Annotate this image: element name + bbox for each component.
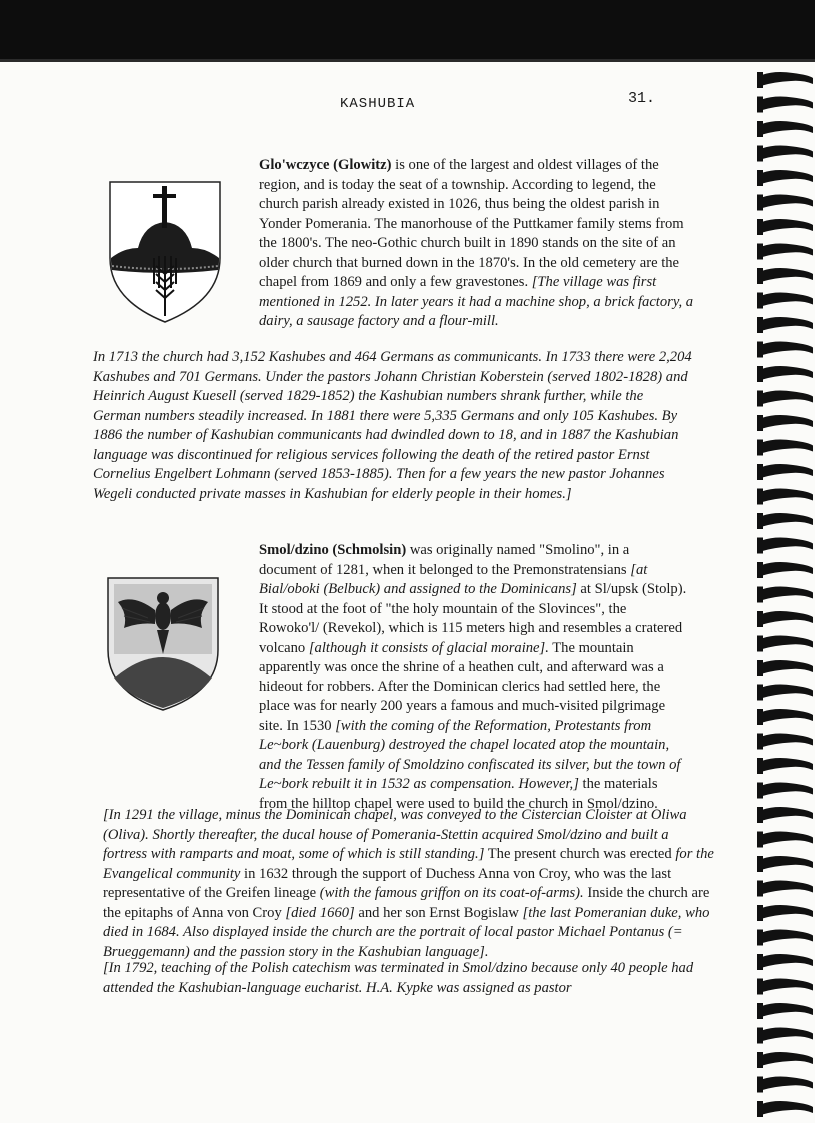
binding-coil [759, 121, 813, 135]
binding-hole [757, 734, 763, 750]
glowczyce-coat-of-arms [104, 178, 226, 326]
binding-hole [757, 244, 763, 260]
binding-coil [759, 783, 813, 797]
history-italic-2: for the Evangelical community [103, 846, 714, 882]
scan-top-shadow [0, 0, 815, 62]
smoldzino-heading: Smol/dzino (Schmolsin) [259, 542, 407, 558]
binding-coil [759, 72, 813, 86]
history-italic-1: [In 1291 the village, minus the Dominican chapel, was conveyed to the Cistercian Cloister at Oliwa (Oliva). Shortly thereafter, the ducal house of Pomerania-Stettin acquired Smol/dzino and built a fortress with ramparts and moat, some of which is still standing.] [103, 807, 687, 862]
binding-coil [759, 391, 813, 405]
binding-coil [759, 562, 813, 576]
binding-coil [759, 244, 813, 258]
binding-hole [757, 758, 763, 774]
binding-hole [757, 489, 763, 505]
binding-hole [757, 513, 763, 529]
running-header: KASHUBIA [340, 96, 416, 112]
binding-hole [757, 72, 763, 88]
glowczyce-text: is one of the largest and oldest villages of the region, and is today the seat of a township. According to legend, the church parish already existed in 1026, thus being the oldest parish in Yonder Pomerania. The manorhouse of the Puttkamer family stems from the 1800's. The neo-Gothic church built in 1890 stands on the site of an older church that burned down in the 1870's. In the old cemetery are the chapel from 1869 and only a few gravestones. [259, 157, 684, 290]
catechism-paragraph [103, 959, 703, 998]
binding-coil [759, 219, 813, 233]
binding-hole [757, 930, 763, 946]
binding-coil [759, 660, 813, 674]
binding-hole [757, 685, 763, 701]
glowczyce-continuation [93, 348, 693, 504]
binding-coil [759, 930, 813, 944]
spiral-binding [753, 62, 815, 1123]
binding-coil [759, 856, 813, 870]
binding-hole [757, 587, 763, 603]
binding-hole [757, 342, 763, 358]
binding-hole [757, 195, 763, 211]
binding-hole [757, 954, 763, 970]
binding-coil [759, 170, 813, 184]
smoldzino-coat-of-arms [104, 574, 222, 714]
binding-hole [757, 464, 763, 480]
binding-coil [759, 807, 813, 821]
smoldzino-text-1: was originally named "Smolino", in a document of 1281, when it belonged to the Premonstratensians [259, 542, 631, 578]
binding-coil [759, 1052, 813, 1066]
binding-hole [757, 268, 763, 284]
binding-hole [757, 97, 763, 113]
binding-hole [757, 146, 763, 162]
history-text-2: in 1632 through the support of Duchess Anna von Croy, who was the last representative of the Greifen lineage [103, 865, 672, 901]
binding-coil [759, 881, 813, 895]
smoldzino-text-3: The mountain apparently was once the shrine of a heathen cult, and afterward was a hideout for robbers. After the Dominican clerics had settled here, the place was for nearly 200 years a famous and much-visited pilgrimage site. In 1530 [259, 639, 666, 734]
binding-hole [757, 366, 763, 382]
binding-hole [757, 979, 763, 995]
binding-hole [757, 783, 763, 799]
binding-coil [759, 587, 813, 601]
binding-hole [757, 293, 763, 309]
binding-hole [757, 1101, 763, 1117]
binding-coil [759, 293, 813, 307]
smoldzino-italic-2: [although it consists of glacial moraine]. [308, 639, 549, 656]
smoldzino-italic-3: [with the coming of the Reformation, Protestants from Le~bork (Lauenburg) destroyed the chapel located atop the mountain, and the Tessen family of Smoldzino confiscated its silver, but the town of Le~bork rebuilt it in 1532 as compensation. However,] [259, 717, 681, 792]
binding-coil [759, 489, 813, 503]
glowczyce-italic-note: [The village was first mentioned in 1252. In later years it had a machine shop, a brick factory, a dairy, a sausage factory and a flour-mill. [259, 274, 694, 329]
binding-coil [759, 832, 813, 846]
history-italic-3: (with the famous griffon on its coat-of-arms). [319, 885, 584, 901]
binding-coil [759, 146, 813, 160]
binding-coil [759, 366, 813, 380]
binding-hole [757, 1052, 763, 1068]
binding-coil [759, 709, 813, 723]
binding-coil [759, 195, 813, 209]
history-text-4: and her son Ernst Bogislaw [354, 904, 523, 921]
binding-coil [759, 1028, 813, 1042]
history-italic-5: [the last Pomeranian duke, who died in 1684. Also displayed inside the church are the portrait of local pastor Michael Pontanus (= Brueggemann) and the passion story in the Kashubian language]. [103, 904, 710, 960]
binding-hole [757, 1077, 763, 1093]
binding-coil [759, 758, 813, 772]
smoldzino-italic-1: [at Bial/oboki (Belbuck) and assigned to the Dominicans] [259, 561, 648, 597]
glowczyce-heading: Glo'wczyce (Glowitz) [259, 157, 392, 173]
binding-hole [757, 1003, 763, 1019]
binding-hole [757, 219, 763, 235]
binding-coil [759, 464, 813, 478]
catechism-italic: [In 1792, teaching of the Polish catechism was terminated in Smol/dzino because only 40 people had attended the Kashubian-language eucharist. H.A. Kypke was assigned as pastor [103, 960, 694, 996]
binding-hole [757, 905, 763, 921]
binding-hole [757, 832, 763, 848]
binding-coil [759, 538, 813, 552]
history-italic-4: [died 1660] [285, 904, 355, 921]
glowczyce-italic-history: In 1713 the church had 3,152 Kashubes and 464 Germans as communicants. In 1733 there were 2,204 Kashubes and 701 Germans. Under the pastors Johann Christian Koberstein (served 1802-1828) and Heinrich August Kuesell (served 1829-1852) the Kashubian numbers shrank further, while the German numbers steadily increased. In 1881 there were 5,335 Germans and only 105 Kashubes. By 1886 the number of Kashubian communicants had dwindled down to 18, and in 1887 the Kashubian language was discontinued for religious services following the death of the retired pastor Ernst Cornelius Engelbert Lohmann (served 1853-1885). Then for a few years the new pastor Johannes Wegeli conducted private masses in Kashubian for elderly people in their homes.] [93, 349, 692, 502]
binding-hole [757, 440, 763, 456]
binding-coil [759, 979, 813, 993]
smoldzino-history-paragraph [103, 806, 715, 962]
binding-hole [757, 121, 763, 137]
page-number: 31. [628, 90, 656, 107]
binding-hole [757, 415, 763, 431]
binding-coil [759, 611, 813, 625]
binding-coil [759, 636, 813, 650]
binding-coil [759, 440, 813, 454]
binding-hole [757, 170, 763, 186]
smoldzino-text-4: the materials from the hilltop chapel were used to build the church in Smol/dzino. [259, 776, 658, 812]
history-text-1: The present church was erected [484, 846, 676, 862]
binding-hole [757, 660, 763, 676]
binding-coil [759, 342, 813, 356]
binding-hole [757, 611, 763, 627]
binding-coil [759, 317, 813, 331]
binding-coil [759, 1003, 813, 1017]
binding-hole [757, 562, 763, 578]
binding-hole [757, 391, 763, 407]
binding-hole [757, 538, 763, 554]
binding-hole [757, 1028, 763, 1044]
binding-coil [759, 685, 813, 699]
binding-coil [759, 1101, 813, 1115]
binding-coil [759, 97, 813, 111]
binding-coil [759, 1077, 813, 1091]
smoldzino-paragraph [259, 541, 689, 814]
binding-coil [759, 268, 813, 282]
binding-hole [757, 881, 763, 897]
glowczyce-paragraph [259, 156, 699, 332]
smoldzino-text-2: at Sl/upsk (Stolp). It stood at the foot of "the holy mountain of the Slovinces", the Rowoko'l/ (Revekol), which is 115 meters high and resembles a cratered volcano [259, 581, 687, 656]
history-text-3: Inside the church are the epitaphs of Anna von Croy [103, 885, 710, 921]
binding-hole [757, 317, 763, 333]
binding-coil [759, 954, 813, 968]
binding-coil [759, 734, 813, 748]
binding-hole [757, 856, 763, 872]
binding-hole [757, 709, 763, 725]
binding-hole [757, 636, 763, 652]
binding-coil [759, 513, 813, 527]
binding-hole [757, 807, 763, 823]
binding-coil [759, 415, 813, 429]
binding-coil [759, 905, 813, 919]
